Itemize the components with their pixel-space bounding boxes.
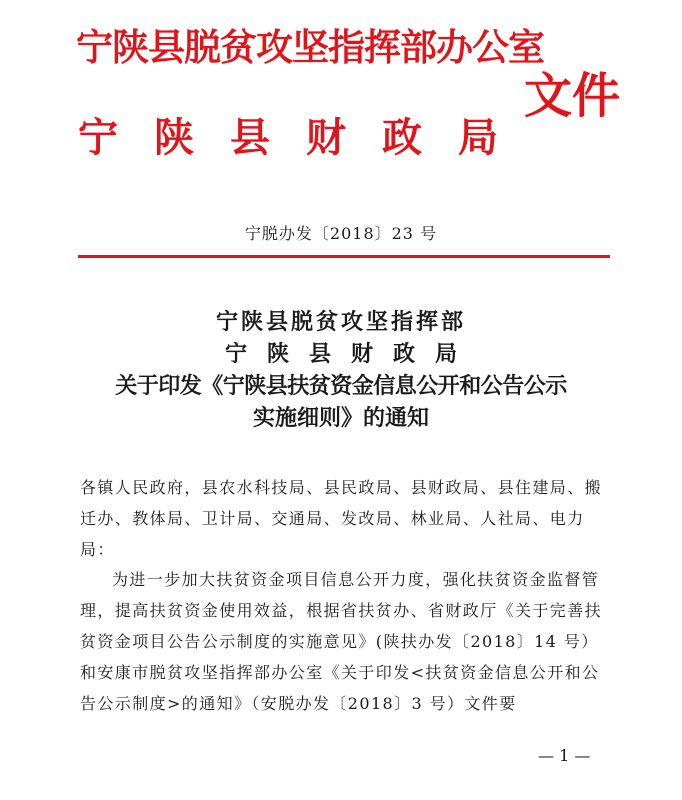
issuer-line-2-char: 宁 [78,114,118,161]
title-line-4: 实施细则》的通知 [252,405,429,431]
body-paragraph: 为进一步加大扶贫资金项目信息公开力度，强化扶贫资金监督管理，提高扶贫资金使用效益，根据省扶贫办、省财政厅《关于完善扶贫资金项目公告公示制度的实施意见》(陕扶办发〔2018〕14 号）和安康市脱贫攻坚指挥部办公室《关于印发<扶贫资金信息公开和公告公示制度>的通知》（安脱办发〔2018〕3 号）文件要 [80,570,603,713]
title-line-2-char: 局 [435,341,458,367]
document-number: 宁脱办发〔2018〕23 号 [244,224,438,243]
page-number: — 1 — [538,746,591,765]
red-divider-line [78,255,610,258]
title-line-2-char: 陕 [266,341,289,367]
issuer-line-2-char: 政 [382,114,422,161]
title-line-2-char: 宁 [224,341,247,367]
title-line-2 [0,338,682,370]
issuer-line-2-char: 县 [230,114,270,161]
addressee-paragraph: 各镇人民政府，县农水科技局、县民政局、县财政局、县住建局、搬迁办、教体局、卫计局、交通局、发改局、林业局、人社局、电力局： [80,478,603,559]
issuer-line-2 [78,110,498,166]
document-word: 文件 [524,68,621,124]
title-line-3: 关于印发《宁陕县扶贫资金信息公开和公告公示 [115,373,567,399]
title-line-2-char: 县 [308,341,331,367]
issuer-line-2-char: 财 [306,114,346,161]
title-line-2-char: 政 [393,341,416,367]
issuer-line-1: 宁陕县脱贫攻坚指挥部办公室 [76,25,544,69]
issuer-line-2-char: 局 [458,114,498,161]
title-line-1: 宁陕县脱贫攻坚指挥部 [215,309,466,335]
issuer-line-2-char: 陕 [154,114,194,161]
title-line-2-char: 财 [351,341,374,367]
